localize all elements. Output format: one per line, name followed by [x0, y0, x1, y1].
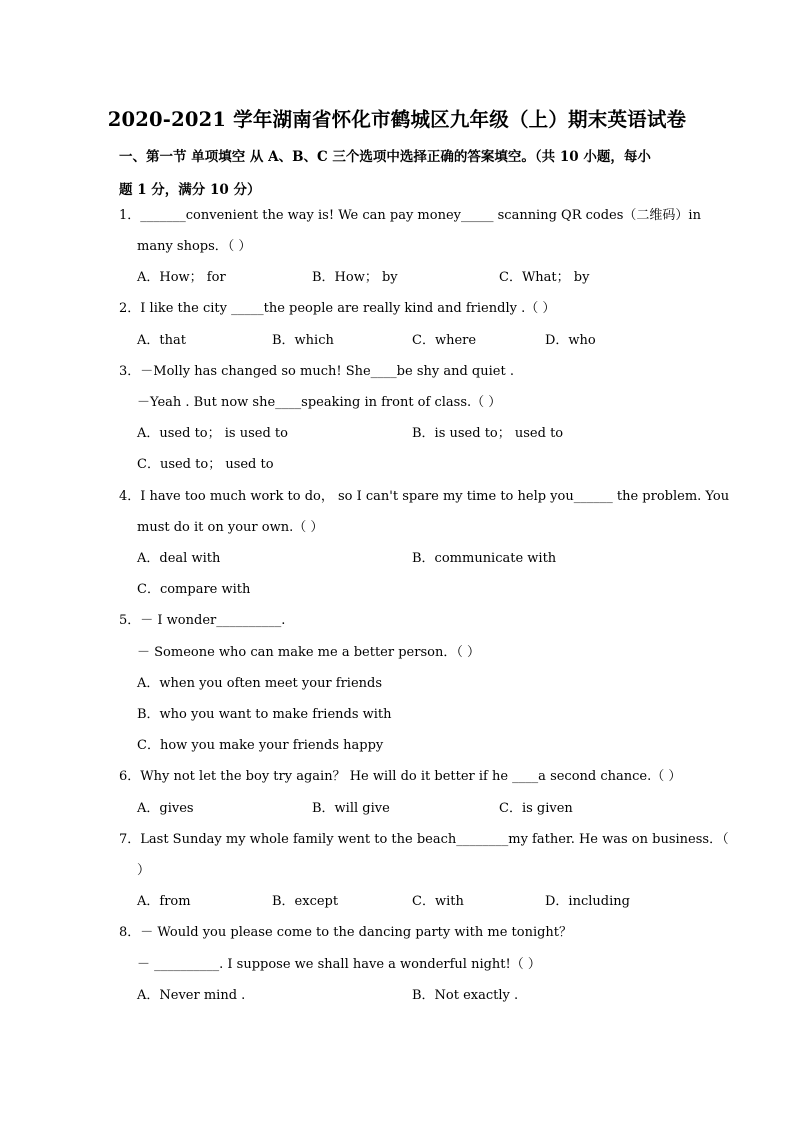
question-4-option-b: B．communicate with	[412, 551, 557, 566]
exam-title: 2020-2021 学年湖南省怀化市鹤城区九年级（上）期末英语试卷	[107, 108, 687, 131]
question-8-option-a: A．Never mind .	[137, 988, 246, 1003]
question-8-option-b: B．Not exactly .	[412, 988, 519, 1003]
question-3-option-b: B．is used to； used to	[412, 426, 564, 441]
question-2-stem: 2．I like the city _____the people are really kind and friendly .（ ）	[119, 301, 556, 316]
question-5-option-c: C．how you make your friends happy	[137, 738, 384, 753]
question-4-stem-line-1: 4．I have too much work to do， so I can't spare my time to help you______ the problem. You	[119, 489, 730, 504]
question-7-option-d: D．including	[545, 894, 630, 909]
question-3-option-c: C．used to； used to	[137, 457, 274, 472]
question-7-option-c: C．with	[412, 894, 464, 909]
question-2-option-b: B．which	[272, 333, 334, 348]
question-3-stem-line-1: 3．－Molly has changed so much! She____be shy and quiet .	[119, 364, 514, 379]
question-4-stem-line-2: must do it on your own.（ ）	[137, 520, 324, 535]
question-7-stem-line-2: ）	[137, 863, 151, 878]
question-2-option-d: D．who	[545, 333, 596, 348]
question-1-stem-line-2: many shops．（ ）	[137, 239, 252, 254]
question-5-option-a: A．when you often meet your friends	[137, 676, 383, 691]
question-6-option-a: A．gives	[137, 801, 194, 816]
question-4-option-a: A．deal with	[137, 551, 221, 566]
question-5-stem-line-1: 5．－ I wonder__________.	[119, 613, 286, 628]
question-2-option-a: A．that	[137, 333, 186, 348]
question-4-option-c: C．compare with	[137, 582, 251, 597]
question-8-stem-line-2: － __________. I suppose we shall have a wonderful night!（ ）	[137, 957, 541, 972]
question-7-option-b: B．except	[272, 894, 339, 909]
question-1-option-b: B．How； by	[312, 270, 398, 285]
section-heading-line-1: 一、第一节 单项填空 从 A、B、C 三个选项中选择正确的答案填空。（共 10 小题，每小	[119, 149, 651, 165]
section-heading-line-2: 题 1 分，满分 10 分）	[119, 182, 261, 198]
question-6-option-b: B．will give	[312, 801, 390, 816]
question-3-option-a: A．used to； is used to	[137, 426, 288, 441]
question-1-stem-line-1: 1．_______convenient the way is! We can pay money_____ scanning QR codes（二维码）in	[119, 208, 701, 223]
question-5-option-b: B．who you want to make friends with	[137, 707, 392, 722]
question-5-stem-line-2: － Someone who can make me a better person．（ ）	[137, 645, 480, 660]
question-1-option-a: A．How； for	[137, 270, 226, 285]
question-1-option-c: C．What； by	[499, 270, 590, 285]
question-2-option-c: C．where	[412, 333, 477, 348]
question-7-option-a: A．from	[137, 894, 191, 909]
question-6-stem: 6．Why not let the boy try again？ He will do it better if he ____a second chance.（ ）	[119, 769, 682, 784]
question-8-stem-line-1: 8．－ Would you please come to the dancing party with me tonight？	[119, 925, 573, 940]
question-3-stem-line-2: －Yeah . But now she____speaking in front of class.（ ）	[137, 395, 502, 410]
question-6-option-c: C．is given	[499, 801, 573, 816]
question-7-stem-line-1: 7．Last Sunday my whole family went to the beach________my father. He was on business．（	[119, 832, 729, 847]
